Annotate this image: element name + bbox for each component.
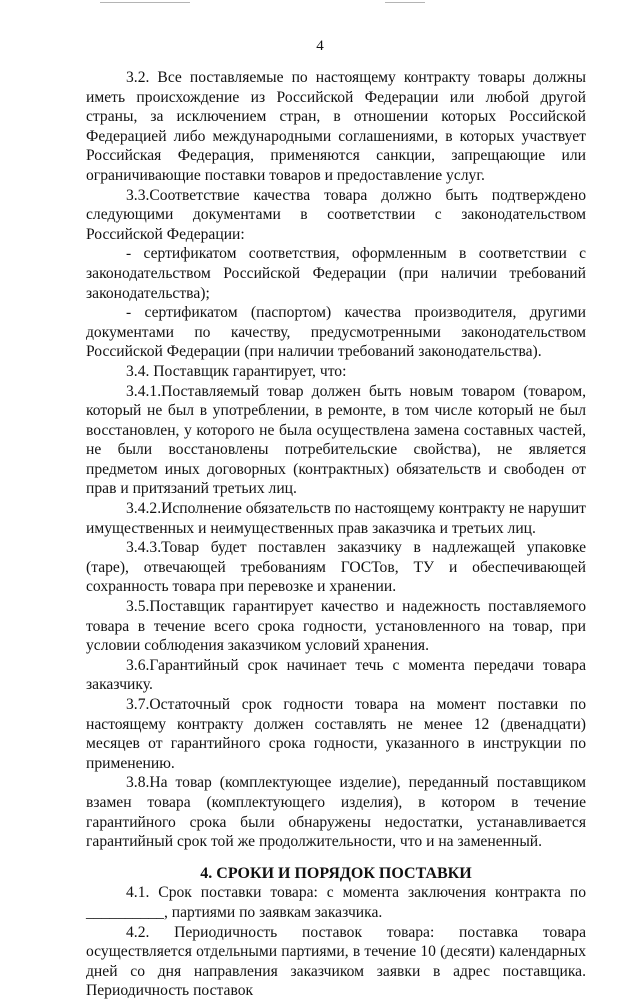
section-heading: 4. СРОКИ И ПОРЯДОК ПОСТАВКИ: [200, 864, 472, 882]
document-body: [86, 68, 586, 1001]
scan-edge-mark-right: [385, 2, 425, 3]
clause-3-4-3: 3.4.3.Товар будет поставлен заказчику в надлежащей упаковке (таре), отвечающей требованиям ГОСТов, ТУ и обеспечивающей сохранность товара при перевозке и хранении.: [86, 539, 586, 596]
clause-3-7: 3.7.Остаточный срок годности товара на момент поставки по настоящему контракту должен составлять не менее 12 (двенадцати) месяцев от гарантийного срока годности, указанного в инструкции по применению.: [86, 696, 586, 772]
clause-3-2: 3.2. Все поставляемые по настоящему контракту товары должны иметь происхождение из Российской Федерации или любой другой страны, за исключением стран, в отношении которых Российской Федерацией либо международными соглашениями, в которых участвует Российская Федерация, применяются санкции, запрещающие или ограничивающие поставки товаров и предоставление услуг.: [86, 69, 586, 184]
clause-4-1: 4.1. Срок поставки товара: с момента заключения контракта по __________, партиями по заявкам заказчика.: [86, 884, 586, 921]
clause-4-2: 4.2. Периодичность поставок товара: поставка товара осуществляется отдельными партиями, в течение 10 (десяти) календарных дней со дня направления заказчиком заявки в адрес поставщика. Периодичность поставок: [86, 923, 586, 1000]
clause-3-4: 3.4. Поставщик гарантирует, что:: [126, 362, 347, 380]
clause-3-4-1: 3.4.1.Поставляемый товар должен быть новым товаром (товаром, который не был в употреблении, в ремонте, в том числе который не был восстановлен, у которого не была осуществлена замена составных частей, не были восстановлены потребительские свойства), не является предметом иных договорных (контрактных) обязательств и свободен от прав и притязаний третьих лиц.: [86, 382, 586, 498]
clause-3-3-item-2: - сертификатом (паспортом) качества производителя, другими документами по качеству, предусмотренными законодательством Российской Федерации (при наличии требований законодательства).: [86, 304, 586, 361]
clause-3-5: 3.5.Поставщик гарантирует качество и надежность поставляемого товара в течение всего срока годности, установленного на товар, при условии соблюдения заказчиком условий хранения.: [86, 598, 586, 655]
clause-3-3-item-1: - сертификатом соответствия, оформленным в соответствии с законодательством Российской Федерации (при наличии требований законодательства);: [86, 245, 586, 302]
scan-edge-mark-left: [100, 2, 190, 3]
page-number: 4: [316, 38, 324, 54]
clause-3-3: 3.3.Соответствие качества товара должно быть подтверждено следующими документами в соответствии с законодательством Российской Федерации:: [86, 186, 586, 243]
clause-3-4-2: 3.4.2.Исполнение обязательств по настоящему контракту не нарушит имущественных и неимущественных прав заказчика и третьих лиц.: [86, 500, 586, 537]
clause-3-8: 3.8.На товар (комплектующее изделие), переданный поставщиком взамен товара (комплектующего изделия), в котором в течение гарантийного срока были обнаружены недостатки, устанавливается гарантийный срок той же продолжительности, что и на замененный.: [86, 774, 586, 851]
clause-3-6: 3.6.Гарантийный срок начинает течь с момента передачи товара заказчику.: [86, 656, 586, 694]
